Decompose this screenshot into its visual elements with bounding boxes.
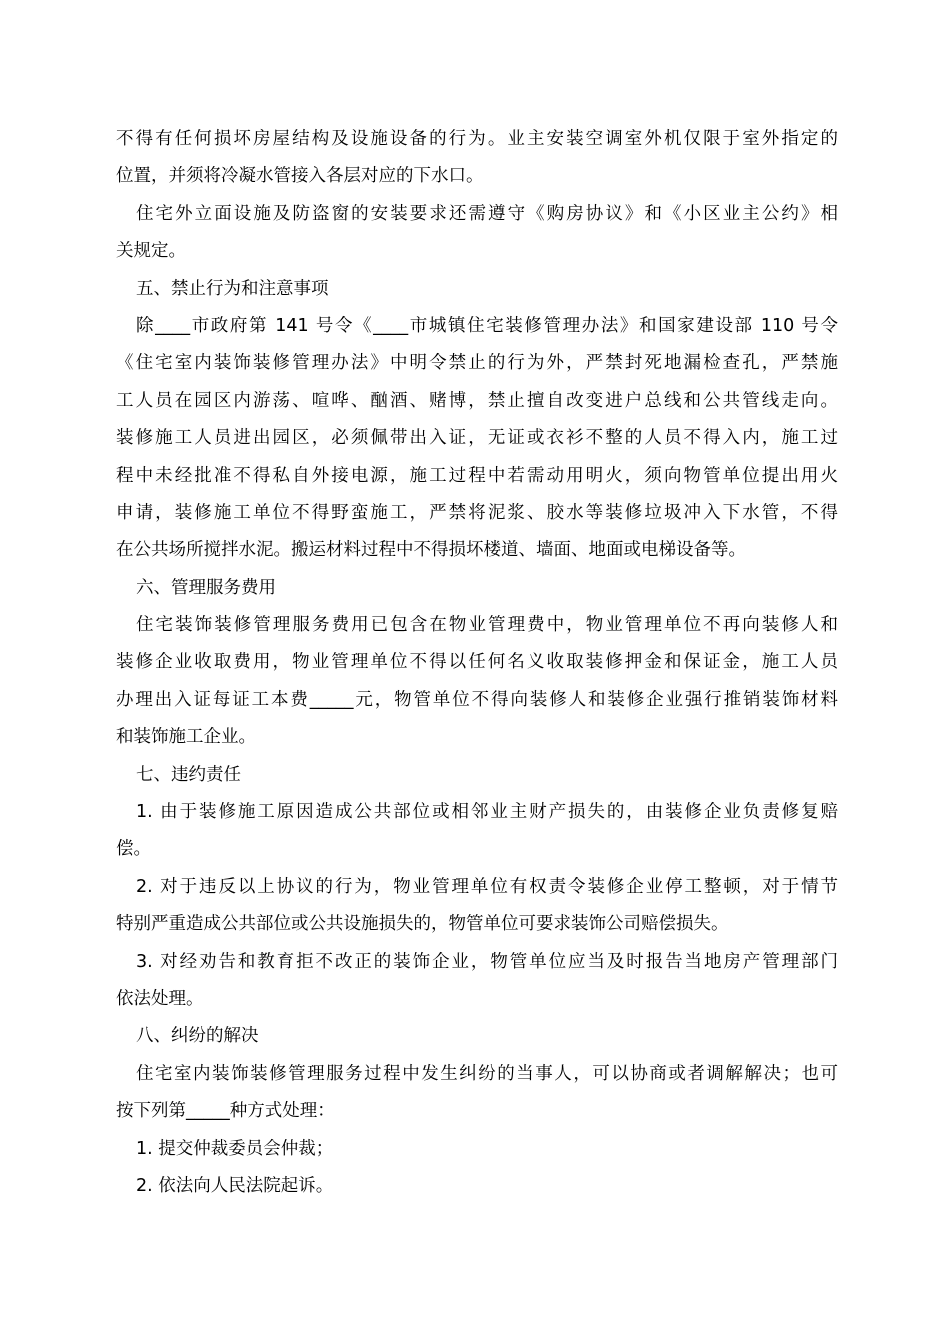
paragraph-line: 不得有任何损坏房屋结构及设施设备的行为。业主安装空调室外机仅限于室外指定的	[116, 129, 838, 149]
section-heading: 六、管理服务费用	[136, 577, 276, 598]
paragraph-line: 和装饰施工企业。	[116, 727, 256, 748]
paragraph-line: 程中未经批准不得私自外接电源，施工过程中若需动用明火，须向物管单位提出用火	[116, 465, 838, 486]
section-heading: 七、违约责任	[136, 764, 241, 785]
paragraph-line: 住宅装饰装修管理服务费用已包含在物业管理费中，物业管理单位不再向装修人和	[136, 615, 838, 636]
list-item: 2. 依法向人民法院起诉。	[136, 1175, 334, 1196]
paragraph-line: 除____市政府第 141 号令《____市城镇住宅装修管理办法》和国家建设部 110 号令	[136, 315, 838, 336]
paragraph-line: 装修企业收取费用，物业管理单位不得以任何名义收取装修押金和保证金，施工人员	[116, 652, 838, 673]
paragraph-line: 关规定。	[116, 241, 186, 262]
list-item: 3. 对经劝告和教育拒不改正的装饰企业，物管单位应当及时报告当地房产管理部门	[136, 951, 838, 972]
paragraph-line: 按下列第_____种方式处理：	[116, 1101, 335, 1122]
paragraph-line: 偿。	[116, 839, 151, 860]
paragraph-line: 申请，装修施工单位不得野蛮施工，严禁将泥浆、胶水等装修垃圾冲入下水管，不得	[116, 502, 838, 523]
section-heading: 五、禁止行为和注意事项	[136, 278, 329, 299]
paragraph-line: 在公共场所搅拌水泥。搬运材料过程中不得损坏楼道、墙面、地面或电梯设备等。	[116, 540, 746, 561]
paragraph-line: 位置，并须将冷凝水管接入各层对应的下水口。	[116, 166, 484, 187]
paragraph-line: 工人员在园区内游荡、喧哗、酗酒、赌博，禁止擅自改变进户总线和公共管线走向。	[116, 390, 838, 411]
section-heading: 八、纠纷的解决	[136, 1026, 259, 1047]
paragraph-line: 装修施工人员进出园区，必须佩带出入证，无证或衣衫不整的人员不得入内，施工过	[116, 428, 838, 449]
list-item: 2. 对于违反以上协议的行为，物业管理单位有权责令装修企业停工整顿，对于情节	[136, 876, 838, 897]
paragraph-line: 特别严重造成公共部位或公共设施损失的，物管单位可要求装饰公司赔偿损失。	[116, 914, 729, 935]
paragraph-line: 《住宅室内装饰装修管理办法》中明令禁止的行为外，严禁封死地漏检查孔，严禁施	[116, 353, 838, 374]
paragraph-line: 依法处理。	[116, 988, 204, 1009]
list-item: 1. 由于装修施工原因造成公共部位或相邻业主财产损失的，由装修企业负责修复赔	[136, 802, 838, 823]
list-item: 1. 提交仲裁委员会仲裁；	[136, 1138, 334, 1159]
paragraph-line: 住宅室内装饰装修管理服务过程中发生纠纷的当事人，可以协商或者调解解决；也可	[136, 1063, 838, 1084]
paragraph-line: 办理出入证每证工本费_____元，物管单位不得向装修人和装修企业强行推销装饰材料	[116, 689, 838, 710]
paragraph-line: 住宅外立面设施及防盗窗的安装要求还需遵守《购房协议》和《小区业主公约》相	[136, 203, 838, 224]
document-body	[116, 121, 838, 1205]
